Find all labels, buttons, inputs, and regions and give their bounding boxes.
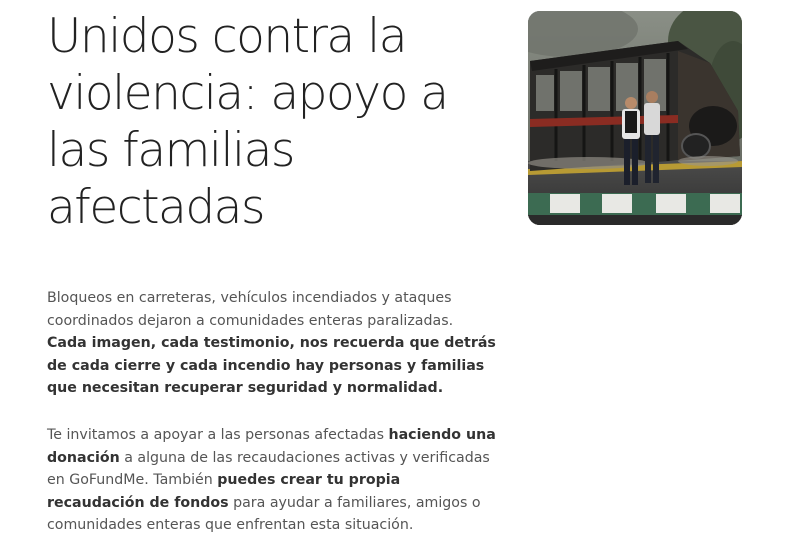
intro-paragraph: [47, 287, 497, 400]
cta-donate-emphasis: haciendo una donación: [47, 427, 496, 466]
article-hero-image: [528, 11, 742, 225]
intro-emphasis: Cada imagen, cada testimonio, nos recuerda que detrás de cada cierre y cada incendio hay personas y familias que necesitan recuperar seguridad y normalidad.: [47, 335, 496, 397]
cta-create-fundraiser-emphasis: puedes crear tu propia recaudación de fondos: [47, 472, 401, 511]
burned-bus-photo-icon: [528, 11, 742, 225]
cta-text-2: a alguna de las recaudaciones activas y verificadas en GoFundMe. También: [47, 449, 490, 489]
page-title: Unidos contra la violencia: apoyo a las familias afectadas: [47, 9, 448, 235]
intro-text: Bloqueos en carreteras, vehículos incendiados y ataques coordinados dejaron a comunidades enteras paralizadas.: [47, 290, 454, 329]
cta-text-1: Te invitamos a apoyar a las personas afectadas: [47, 427, 389, 443]
call-to-action-paragraph: [47, 424, 497, 537]
cta-text-3: para ayudar a familiares, amigos o comunidades enteras que enfrentan esta situación.: [47, 494, 481, 534]
